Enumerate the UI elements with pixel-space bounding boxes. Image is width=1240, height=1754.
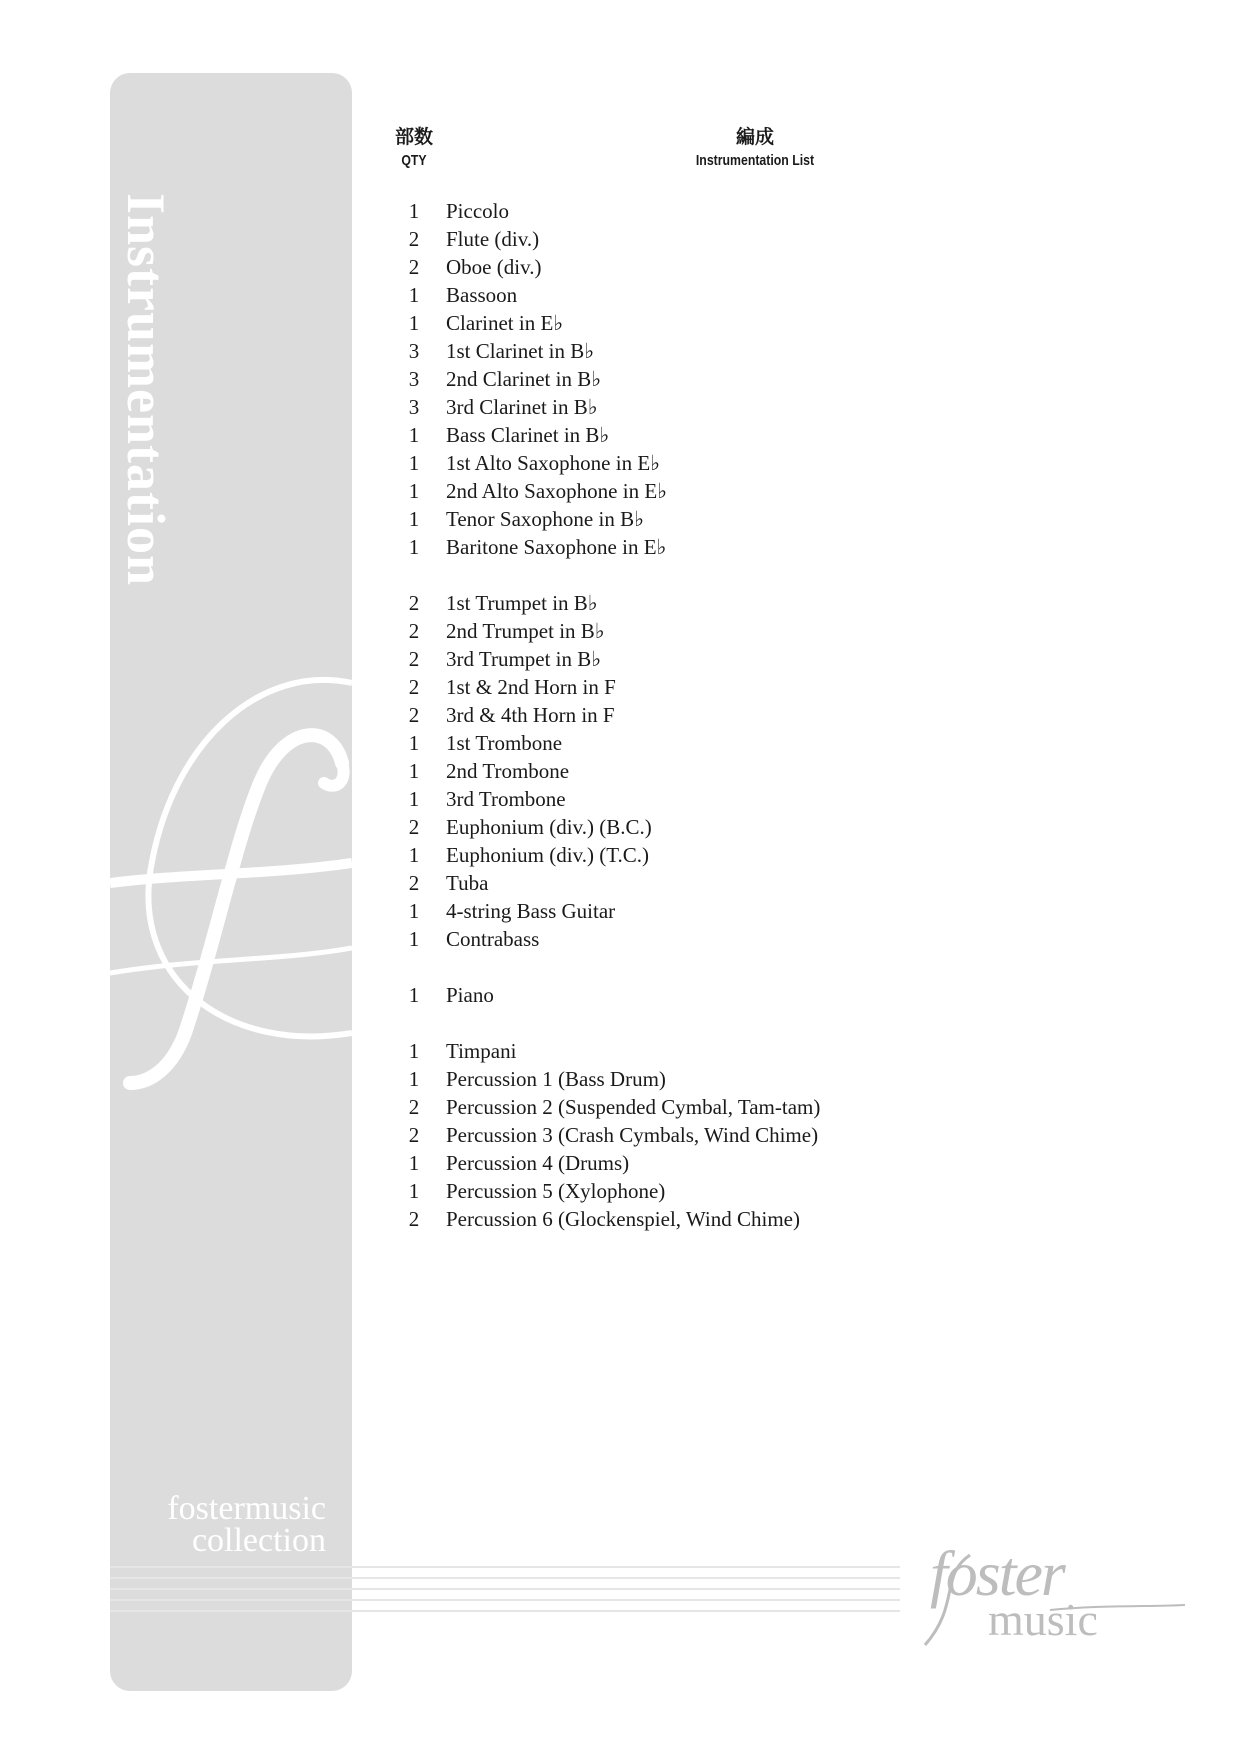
instrument-row xyxy=(400,283,960,311)
svg-text:foster: foster xyxy=(930,1538,1064,1609)
instrument-qty: 2 xyxy=(408,255,420,279)
instrument-row xyxy=(400,647,960,675)
instrument-qty: 1 xyxy=(408,1067,420,1091)
instrument-qty: 2 xyxy=(408,815,420,839)
instrument-list xyxy=(400,199,960,1263)
instrument-row xyxy=(400,199,960,227)
instrument-qty: 1 xyxy=(408,1179,420,1203)
instrument-row xyxy=(400,255,960,283)
foster-music-logo xyxy=(900,1535,1190,1665)
instrument-name: Percussion 4 (Drums) xyxy=(446,1151,630,1175)
instrument-row xyxy=(400,731,960,759)
instrument-name: Bass Clarinet in B♭ xyxy=(446,423,610,447)
instrument-row xyxy=(400,619,960,647)
instrument-qty: 2 xyxy=(408,703,420,727)
instrument-name: Contrabass xyxy=(446,927,540,951)
instrument-qty: 2 xyxy=(408,591,420,615)
instrument-name: 1st Clarinet in B♭ xyxy=(446,339,595,363)
instrument-qty: 2 xyxy=(408,227,420,251)
instrument-row xyxy=(400,535,960,563)
instrument-qty: 3 xyxy=(408,395,420,419)
instrument-row xyxy=(400,507,960,535)
instrument-name: 3rd Clarinet in B♭ xyxy=(446,395,598,419)
instrument-row xyxy=(400,339,960,367)
instrument-row xyxy=(400,1207,960,1235)
staff-lines xyxy=(110,1563,900,1623)
sidebar-title: Instrumentation xyxy=(116,193,176,587)
instrument-row xyxy=(400,1151,960,1179)
instrument-qty: 2 xyxy=(408,619,420,643)
foster-f-emblem-icon xyxy=(110,613,352,1093)
instrument-name: Percussion 5 (Xylophone) xyxy=(446,1179,666,1203)
instrument-qty: 1 xyxy=(408,927,420,951)
instrument-row xyxy=(400,759,960,787)
instrument-name: Tuba xyxy=(446,871,489,895)
instrument-row xyxy=(400,395,960,423)
instrument-name: Oboe (div.) xyxy=(446,255,542,279)
instrument-row xyxy=(400,871,960,899)
instrument-name: 3rd & 4th Horn in F xyxy=(446,703,615,727)
instrument-qty: 1 xyxy=(408,479,420,503)
instrument-qty: 1 xyxy=(408,1039,420,1063)
instrument-row xyxy=(400,927,960,955)
instrument-row xyxy=(400,843,960,871)
instrument-name: Euphonium (div.) (T.C.) xyxy=(446,843,649,867)
instrument-qty: 1 xyxy=(408,1151,420,1175)
instrument-group xyxy=(400,591,960,955)
instrument-name: Piccolo xyxy=(446,199,509,223)
instrumentation-header-en: Instrumentation List xyxy=(695,152,815,169)
instrument-group xyxy=(400,199,960,563)
instrument-name: Piano xyxy=(446,983,494,1007)
instrument-qty: 1 xyxy=(408,983,420,1007)
instrument-name: 1st Trumpet in B♭ xyxy=(446,591,598,615)
instrument-group xyxy=(400,983,960,1011)
instrument-row xyxy=(400,423,960,451)
instrument-row xyxy=(400,815,960,843)
instrument-row xyxy=(400,591,960,619)
instrument-row xyxy=(400,1067,960,1095)
instrument-name: 3rd Trumpet in B♭ xyxy=(446,647,602,671)
instrument-qty: 1 xyxy=(408,451,420,475)
instrument-qty: 1 xyxy=(408,731,420,755)
collection-line-2: collection xyxy=(191,1522,326,1559)
sidebar-band xyxy=(110,73,352,1691)
instrumentation-header-jp: 編成 xyxy=(735,127,774,148)
qty-header xyxy=(380,126,448,172)
instrument-name: Baritone Saxophone in E♭ xyxy=(446,535,667,559)
instrument-name: Flute (div.) xyxy=(446,227,540,251)
instrument-name: Percussion 1 (Bass Drum) xyxy=(446,1067,666,1091)
instrument-name: 1st & 2nd Horn in F xyxy=(446,675,616,699)
collection-label xyxy=(110,1490,326,1559)
instrument-name: Euphonium (div.) (B.C.) xyxy=(446,815,652,839)
instrument-row xyxy=(400,1123,960,1151)
instrument-row xyxy=(400,703,960,731)
instrument-name: 3rd Trombone xyxy=(446,787,566,811)
collection-line-1: fostermusic xyxy=(167,1490,326,1527)
instrument-name: 1st Trombone xyxy=(446,731,563,755)
instrument-row xyxy=(400,451,960,479)
instrument-qty: 2 xyxy=(408,1123,420,1147)
instrument-qty: 1 xyxy=(408,843,420,867)
instrument-qty: 1 xyxy=(408,899,420,923)
instrument-name: Bassoon xyxy=(446,283,518,307)
instrument-name: 2nd Clarinet in B♭ xyxy=(446,367,602,391)
instrument-name: Percussion 3 (Crash Cymbals, Wind Chime) xyxy=(446,1123,819,1147)
instrumentation-header xyxy=(640,126,870,172)
qty-header-en: QTY xyxy=(401,152,427,169)
instrument-row xyxy=(400,227,960,255)
instrument-name: 2nd Trombone xyxy=(446,759,570,783)
instrument-name: Timpani xyxy=(446,1039,517,1063)
instrument-qty: 3 xyxy=(408,367,420,391)
instrument-qty: 1 xyxy=(408,199,420,223)
svg-text:music: music xyxy=(988,1594,1098,1645)
instrument-qty: 1 xyxy=(408,283,420,307)
instrument-qty: 1 xyxy=(408,507,420,531)
instrument-row xyxy=(400,1095,960,1123)
instrument-name: Tenor Saxophone in B♭ xyxy=(446,507,644,531)
instrument-name: 2nd Trumpet in B♭ xyxy=(446,619,605,643)
instrument-qty: 2 xyxy=(408,675,420,699)
instrument-row xyxy=(400,311,960,339)
instrument-row xyxy=(400,1179,960,1207)
instrument-name: 1st Alto Saxophone in E♭ xyxy=(446,451,661,475)
instrument-name: Percussion 6 (Glockenspiel, Wind Chime) xyxy=(446,1207,800,1231)
instrument-qty: 3 xyxy=(408,339,420,363)
instrument-row xyxy=(400,787,960,815)
instrument-row xyxy=(400,367,960,395)
instrument-qty: 2 xyxy=(408,1207,420,1231)
instrument-qty: 1 xyxy=(408,535,420,559)
instrument-row xyxy=(400,675,960,703)
instrument-row xyxy=(400,479,960,507)
instrument-row xyxy=(400,983,960,1011)
instrument-qty: 2 xyxy=(408,1095,420,1119)
qty-header-jp: 部数 xyxy=(394,127,433,148)
instrument-qty: 1 xyxy=(408,759,420,783)
instrument-qty: 2 xyxy=(408,871,420,895)
instrument-row xyxy=(400,899,960,927)
instrument-row xyxy=(400,1039,960,1067)
instrument-group xyxy=(400,1039,960,1235)
instrument-qty: 1 xyxy=(408,311,420,335)
instrument-name: 4-string Bass Guitar xyxy=(446,899,616,923)
instrument-qty: 2 xyxy=(408,647,420,671)
instrument-name: Clarinet in E♭ xyxy=(446,311,564,335)
instrument-name: 2nd Alto Saxophone in E♭ xyxy=(446,479,668,503)
instrument-qty: 1 xyxy=(408,787,420,811)
instrument-qty: 1 xyxy=(408,423,420,447)
instrument-name: Percussion 2 (Suspended Cymbal, Tam-tam) xyxy=(446,1095,821,1119)
